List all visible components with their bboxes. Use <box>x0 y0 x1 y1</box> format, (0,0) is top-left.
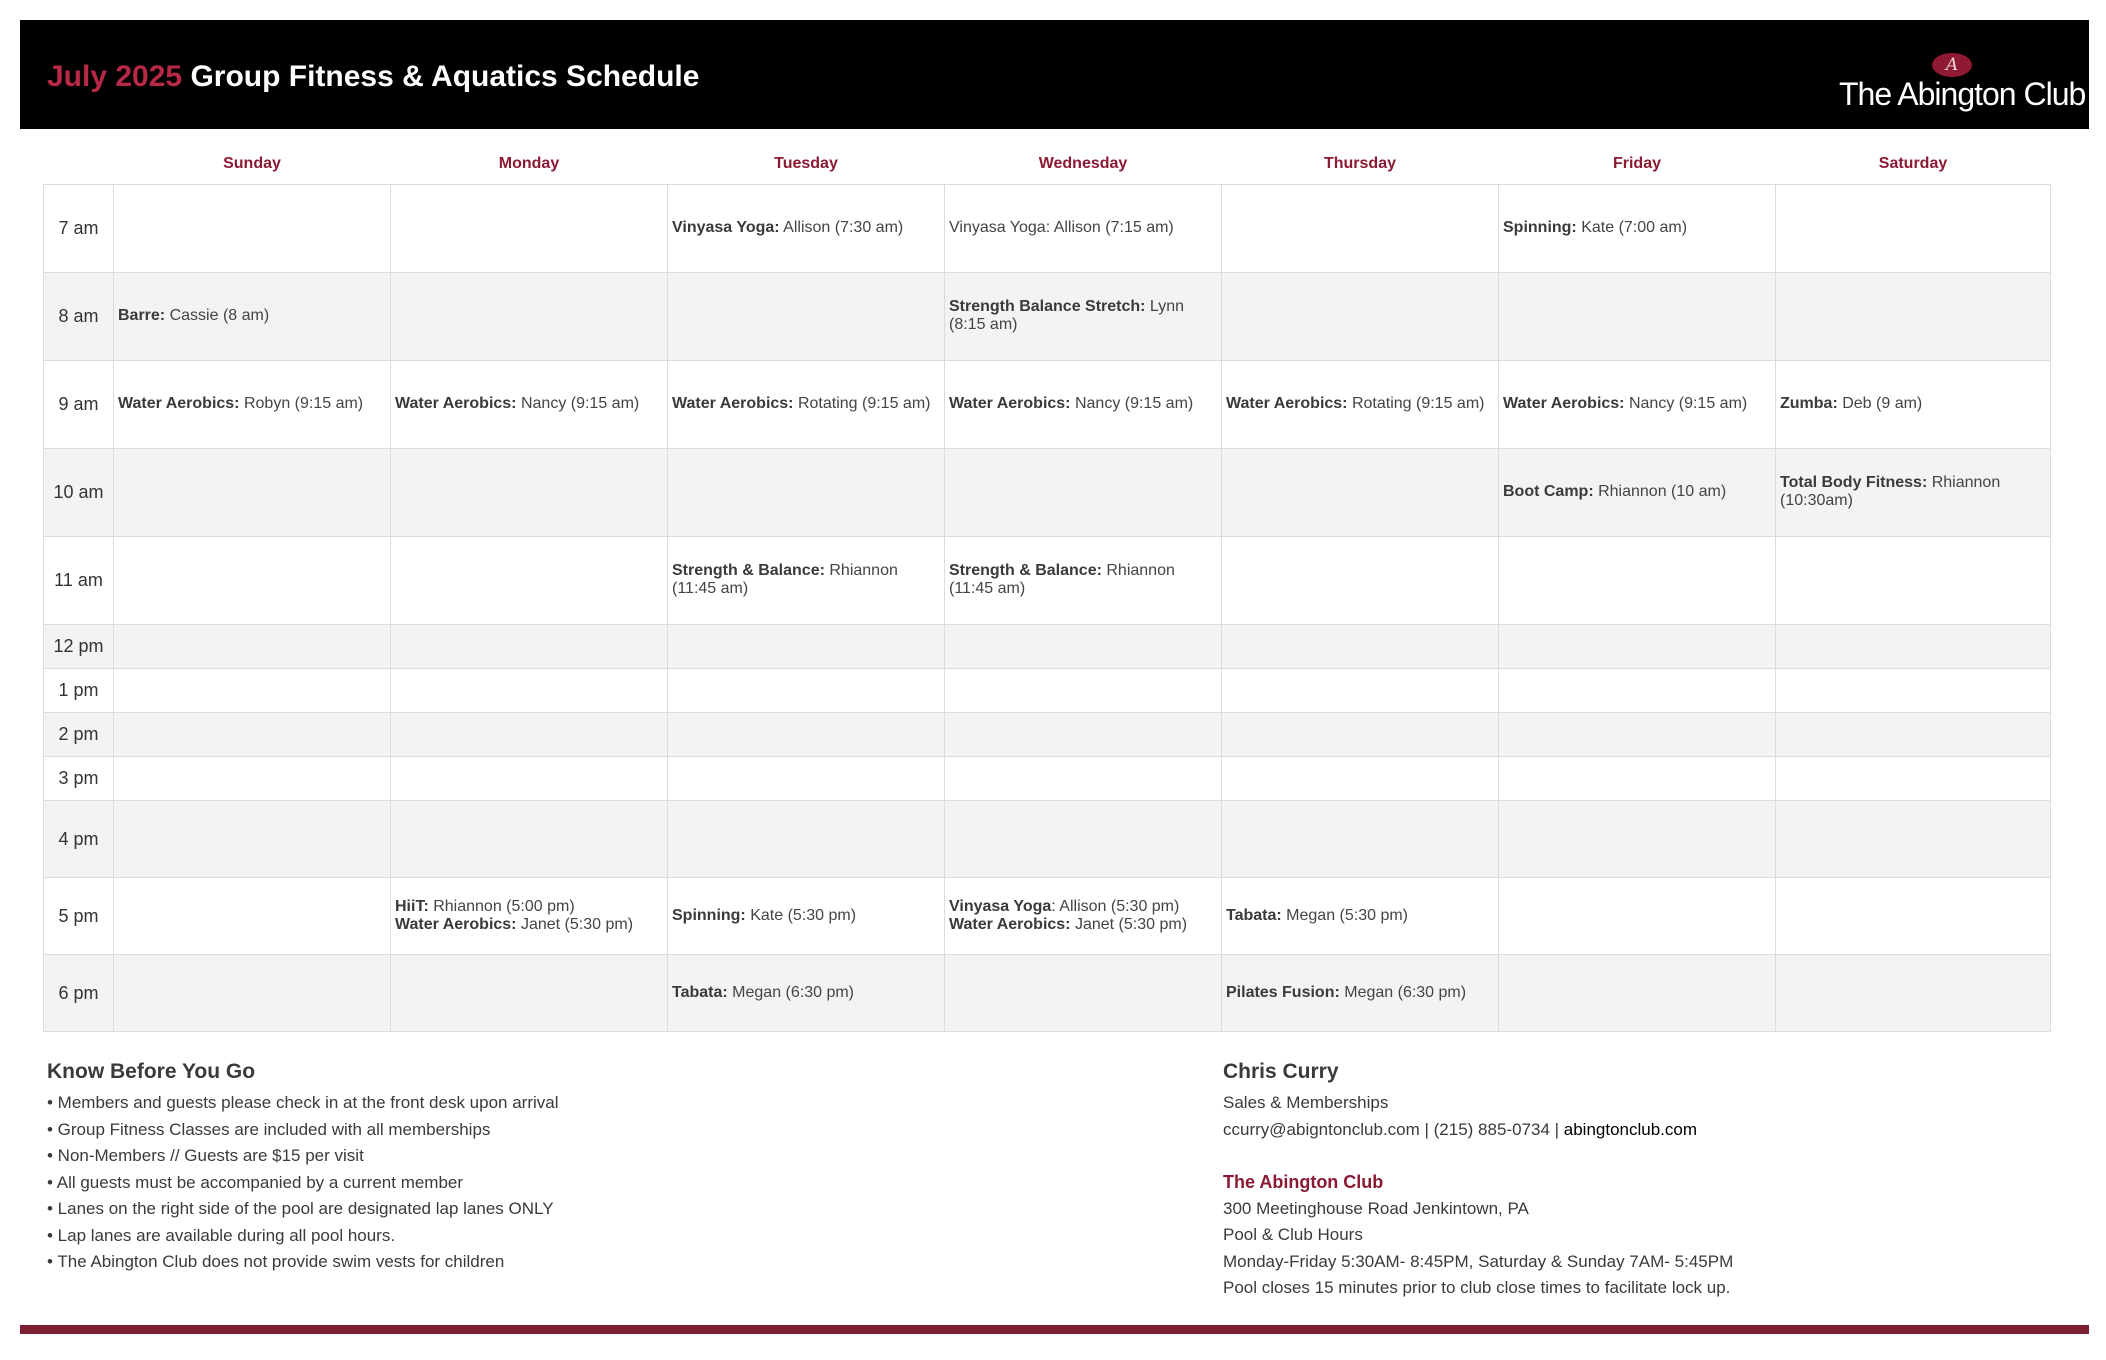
schedule-cell <box>114 184 391 272</box>
class-detail: Nancy (9:15 am) <box>1070 395 1194 412</box>
schedule-cell <box>945 624 1222 668</box>
title-month: July 2025 <box>47 60 183 93</box>
schedule-row <box>44 668 2051 712</box>
day-header: Wednesday <box>1038 155 1128 173</box>
club-logo <box>1815 50 2086 120</box>
class-entry <box>949 898 1217 916</box>
schedule-cell <box>114 954 391 1031</box>
class-entry <box>1503 395 1771 413</box>
class-name: Water Aerobics: <box>395 395 517 412</box>
schedule-cell <box>668 800 945 877</box>
schedule-row <box>44 448 2051 536</box>
class-name: HiiT: <box>395 897 429 915</box>
notes-item: • Group Fitness Classes are included with all memberships <box>47 1119 491 1139</box>
schedule-cell <box>1776 536 2051 624</box>
class-name: Zumba: <box>1780 395 1838 412</box>
schedule-cell <box>1222 877 1499 954</box>
class-name: Strength & Balance: <box>949 562 1102 579</box>
schedule-cell <box>114 536 391 624</box>
schedule-cell <box>114 712 391 756</box>
schedule-cell <box>1499 360 1776 448</box>
class-detail: Robyn (9:15 am) <box>239 395 364 412</box>
footer-bar <box>20 1325 2089 1334</box>
schedule-table <box>43 145 2051 1032</box>
class-name: Tabata: <box>1226 906 1282 924</box>
class-name: Spinning: <box>672 906 746 924</box>
class-name: Vinyasa Yoga: <box>672 219 780 236</box>
schedule-body <box>44 184 2051 1031</box>
contact-info <box>1223 1060 2043 1302</box>
schedule-cell <box>1776 668 2051 712</box>
schedule-cell <box>668 624 945 668</box>
schedule-cell <box>391 272 668 360</box>
schedule-cell <box>1222 668 1499 712</box>
schedule-cell <box>1499 272 1776 360</box>
time-label: 5 pm <box>44 877 114 954</box>
schedule-cell <box>945 360 1222 448</box>
schedule-cell <box>945 184 1222 272</box>
class-entry <box>395 395 663 413</box>
schedule-cell <box>391 877 668 954</box>
schedule-cell <box>1776 448 2051 536</box>
schedule-row <box>44 272 2051 360</box>
class-entry <box>949 916 1217 934</box>
time-label: 3 pm <box>44 756 114 800</box>
page-header <box>20 20 2089 129</box>
day-header: Sunday <box>223 155 281 173</box>
schedule-cell <box>1776 954 2051 1031</box>
class-entry <box>395 916 663 934</box>
class-name: Strength Balance Stretch: <box>949 298 1146 315</box>
class-entry <box>1226 907 1494 925</box>
schedule-cell <box>945 448 1222 536</box>
schedule-cell <box>391 184 668 272</box>
schedule-row <box>44 800 2051 877</box>
class-entry <box>672 395 940 413</box>
day-header: Thursday <box>1323 155 1396 173</box>
schedule-cell <box>114 272 391 360</box>
schedule-cell <box>114 360 391 448</box>
class-name: Water Aerobics: <box>1503 395 1625 412</box>
day-header: Tuesday <box>774 155 838 173</box>
schedule-cell <box>1776 756 2051 800</box>
title-text: Group Fitness & Aquatics Schedule <box>190 60 700 93</box>
schedule-cell <box>391 668 668 712</box>
class-detail: : Allison (5:30 pm) <box>1051 897 1180 915</box>
class-detail: Cassie (8 am) <box>165 307 270 324</box>
contact-details <box>1223 1117 2043 1144</box>
class-entry <box>949 219 1217 237</box>
class-name: Tabata: <box>672 983 728 1001</box>
class-entry <box>118 307 386 325</box>
schedule-cell <box>1222 360 1499 448</box>
hours-title: Pool & Club Hours <box>1223 1225 1363 1244</box>
schedule-cell <box>668 877 945 954</box>
schedule-row <box>44 954 2051 1031</box>
schedule-cell <box>391 756 668 800</box>
schedule-cell <box>1222 448 1499 536</box>
notes-item: • Lap lanes are available during all pool hours. <box>47 1225 396 1245</box>
class-name: Water Aerobics: <box>118 395 240 412</box>
schedule-cell <box>945 668 1222 712</box>
class-name: Water Aerobics: <box>949 395 1071 412</box>
contact-email-phone: ccurry@abigntonclub.com | (215) 885-0734 | <box>1223 1119 1564 1139</box>
schedule-cell <box>1222 272 1499 360</box>
schedule-row <box>44 624 2051 668</box>
class-entry <box>1503 219 1771 237</box>
schedule-cell <box>1499 536 1776 624</box>
closing-note: Pool closes 15 minutes prior to club close times to facilitate lock up. <box>1223 1278 1731 1297</box>
schedule-cell <box>1499 624 1776 668</box>
class-entry <box>672 984 940 1002</box>
schedule-cell <box>1776 800 2051 877</box>
schedule-cell <box>114 624 391 668</box>
schedule-row <box>44 536 2051 624</box>
class-name: Pilates Fusion: <box>1226 983 1340 1001</box>
schedule-cell <box>1776 184 2051 272</box>
logo-seal-letter: A <box>1945 55 1959 75</box>
class-name: Vinyasa Yoga <box>949 897 1052 915</box>
schedule-cell <box>945 756 1222 800</box>
class-name: Water Aerobics: <box>395 915 517 933</box>
day-header-row <box>44 145 2051 184</box>
schedule-cell <box>391 536 668 624</box>
know-before-you-go <box>47 1060 1147 1276</box>
class-entry <box>672 219 940 237</box>
schedule-row <box>44 877 2051 954</box>
class-entry <box>395 898 663 916</box>
class-entry <box>118 395 386 413</box>
notes-item: • All guests must be accompanied by a current member <box>47 1172 464 1192</box>
class-name: Water Aerobics: <box>1226 395 1348 412</box>
schedule-cell <box>1776 360 2051 448</box>
class-detail: Janet (5:30 pm) <box>1070 915 1188 933</box>
schedule-cell <box>114 668 391 712</box>
schedule-cell <box>668 448 945 536</box>
club-name: The Abington Club <box>1223 1172 1384 1192</box>
schedule-cell <box>945 536 1222 624</box>
notes-item: • Non-Members // Guests are $15 per visit <box>47 1146 364 1165</box>
schedule-cell <box>114 877 391 954</box>
schedule-cell <box>945 272 1222 360</box>
page-title <box>47 60 699 94</box>
class-entry <box>1503 483 1771 501</box>
class-entry <box>949 395 1217 413</box>
schedule-cell <box>391 448 668 536</box>
schedule-row <box>44 184 2051 272</box>
notes-item: • Members and guests please check in at the front desk upon arrival <box>47 1093 559 1112</box>
schedule-cell <box>1222 624 1499 668</box>
contact-name: Chris Curry <box>1223 1060 1339 1083</box>
schedule-cell <box>945 877 1222 954</box>
class-detail: Megan (6:30 pm) <box>727 983 854 1001</box>
notes-item: • Lanes on the right side of the pool are designated lap lanes ONLY <box>47 1199 554 1218</box>
schedule-cell <box>668 184 945 272</box>
class-entry <box>1780 474 2046 510</box>
schedule-cell <box>668 954 945 1031</box>
class-name: Barre: <box>118 307 166 324</box>
class-detail: Nancy (9:15 am) <box>516 395 640 412</box>
schedule-cell <box>1776 712 2051 756</box>
class-detail: Rhiannon (11:45 am) <box>672 562 898 597</box>
schedule-cell <box>391 624 668 668</box>
schedule-cell <box>1222 800 1499 877</box>
time-label: 9 am <box>44 360 114 448</box>
time-label: 10 am <box>44 448 114 536</box>
class-name: Total Body Fitness: <box>1780 474 1928 491</box>
class-detail: Megan (6:30 pm) <box>1339 983 1467 1001</box>
class-detail: Kate (5:30 pm) <box>745 906 857 924</box>
schedule-row <box>44 360 2051 448</box>
website-link[interactable]: abingtonclub.com <box>1563 1119 1698 1139</box>
logo-seal-icon <box>1932 53 1972 77</box>
class-detail: Rotating (9:15 am) <box>1347 395 1485 412</box>
schedule-cell <box>668 756 945 800</box>
class-detail: Nancy (9:15 am) <box>1624 395 1748 412</box>
class-name: Spinning: <box>1503 219 1577 236</box>
club-address: 300 Meetinghouse Road Jenkintown, PA <box>1223 1198 1529 1218</box>
class-detail: Rhiannon (10 am) <box>1593 483 1727 500</box>
class-name: Boot Camp: <box>1503 483 1594 500</box>
class-detail: Rhiannon (10:30am) <box>1780 474 2001 509</box>
schedule-cell <box>1776 272 2051 360</box>
class-name: Strength & Balance: <box>672 562 825 579</box>
class-entry <box>949 298 1217 334</box>
schedule-cell <box>391 360 668 448</box>
schedule-cell <box>391 800 668 877</box>
schedule-cell <box>1222 536 1499 624</box>
class-name: Water Aerobics: <box>949 915 1071 933</box>
class-detail: Vinyasa Yoga: Allison (7:15 am) <box>949 219 1174 236</box>
day-header: Monday <box>498 155 560 173</box>
class-detail: Rhiannon (5:00 pm) <box>428 897 575 915</box>
schedule-cell <box>1499 184 1776 272</box>
schedule-cell <box>1499 756 1776 800</box>
class-entry <box>949 562 1217 598</box>
club-hours: Monday-Friday 5:30AM- 8:45PM, Saturday & Sunday 7AM- 5:45PM <box>1223 1251 1734 1271</box>
schedule-cell <box>1499 668 1776 712</box>
notes-list <box>47 1090 1147 1276</box>
schedule-cell <box>391 712 668 756</box>
class-detail: Kate (7:00 am) <box>1576 219 1688 236</box>
schedule-cell <box>114 800 391 877</box>
class-detail: Allison (7:30 am) <box>779 219 904 236</box>
schedule-cell <box>391 954 668 1031</box>
time-column-header <box>44 145 114 184</box>
schedule-cell <box>1222 712 1499 756</box>
class-detail: Janet (5:30 pm) <box>516 915 634 933</box>
class-name: Water Aerobics: <box>672 395 794 412</box>
schedule-cell <box>668 536 945 624</box>
schedule-cell <box>1499 800 1776 877</box>
time-label: 4 pm <box>44 800 114 877</box>
schedule-cell <box>668 668 945 712</box>
schedule-cell <box>945 954 1222 1031</box>
class-entry <box>672 562 940 598</box>
schedule-cell <box>1222 756 1499 800</box>
schedule-cell <box>1776 877 2051 954</box>
notes-item: • The Abington Club does not provide swim vests for children <box>47 1252 505 1271</box>
schedule-cell <box>1499 448 1776 536</box>
schedule-row <box>44 712 2051 756</box>
schedule-cell <box>668 712 945 756</box>
schedule-cell <box>668 360 945 448</box>
time-label: 12 pm <box>44 624 114 668</box>
day-header: Saturday <box>1878 155 1948 173</box>
time-label: 1 pm <box>44 668 114 712</box>
schedule-cell <box>1499 712 1776 756</box>
class-detail: Megan (5:30 pm) <box>1281 906 1408 924</box>
schedule-cell <box>1776 624 2051 668</box>
schedule-cell <box>1222 184 1499 272</box>
schedule-cell <box>1499 877 1776 954</box>
schedule-cell <box>1499 954 1776 1031</box>
notes-title: Know Before You Go <box>47 1060 256 1083</box>
class-entry <box>672 907 940 925</box>
schedule-cell <box>1222 954 1499 1031</box>
time-label: 6 pm <box>44 954 114 1031</box>
class-entry <box>1780 395 2046 413</box>
class-detail: Lynn (8:15 am) <box>949 298 1185 333</box>
day-header: Friday <box>1612 155 1661 173</box>
time-label: 8 am <box>44 272 114 360</box>
time-label: 11 am <box>44 536 114 624</box>
schedule-cell <box>114 756 391 800</box>
schedule-cell <box>945 800 1222 877</box>
schedule-cell <box>945 712 1222 756</box>
class-detail: Deb (9 am) <box>1837 395 1923 412</box>
class-detail: Rhiannon (11:45 am) <box>949 562 1175 597</box>
schedule-cell <box>668 272 945 360</box>
contact-role: Sales & Memberships <box>1223 1093 1389 1112</box>
logo-text: The Abington Club <box>1839 76 2086 112</box>
class-detail: Rotating (9:15 am) <box>793 395 931 412</box>
schedule-cell <box>114 448 391 536</box>
time-label: 2 pm <box>44 712 114 756</box>
time-label: 7 am <box>44 184 114 272</box>
class-entry <box>1226 984 1494 1002</box>
class-entry <box>1226 395 1494 413</box>
schedule-row <box>44 756 2051 800</box>
